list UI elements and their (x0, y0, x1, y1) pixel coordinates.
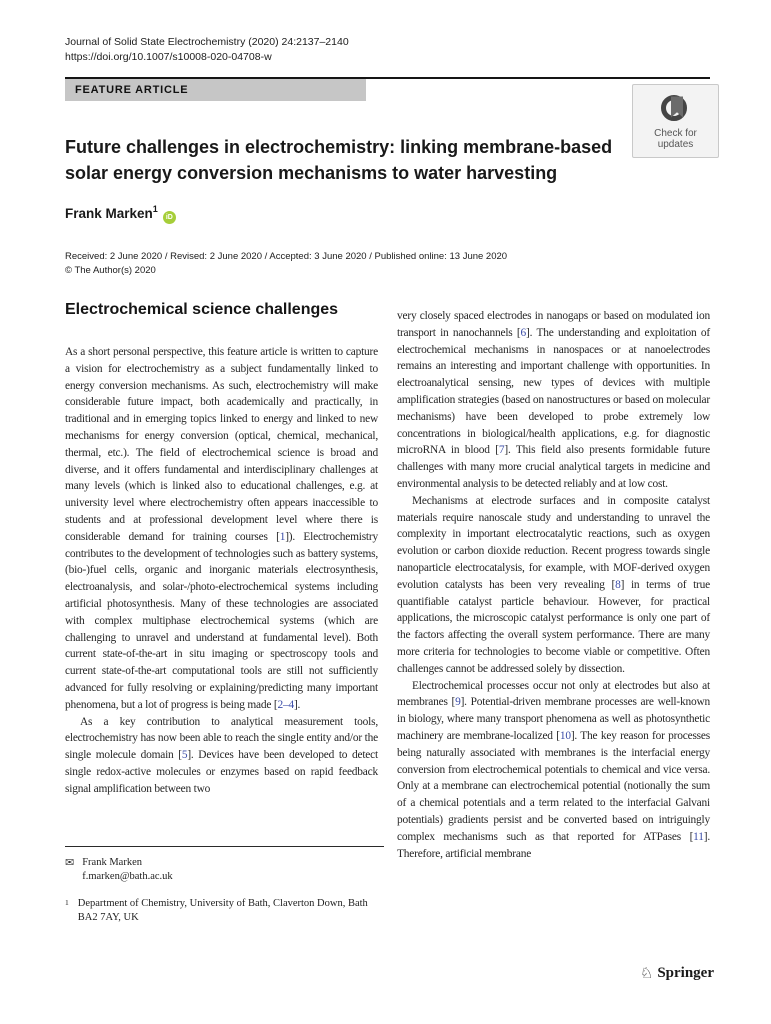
author-line (65, 204, 176, 224)
body-text-segment: ]. Devices have been developed to detect single redox-active molecules or enzymes based on rapid feedback signal amplification between two (65, 749, 378, 795)
check-for-updates-icon (658, 92, 694, 126)
article-type-bar (65, 79, 366, 101)
author-name: Frank Marken (65, 206, 153, 221)
citation-ref[interactable]: 8 (615, 578, 621, 591)
body-text-segment: Mechanisms at electrode surfaces and in composite catalyst materials require nanoscale study and understanding to unravel the complexity in important electrocatalytic reactions, such as oxygen evolution or carbon dioxide reduction. Recent progress towards single nanoparticle electrocatalysis, for example, with MOF-derived oxygen evolution catalysts has been very revealing [ (397, 494, 710, 591)
body-text-segment: ]). Electrochemistry contributes to the development of technologies such as battery systems, (bio-)fuel cells, organic and inorganic materials electrosynthesis, electroanalysis, and solar-/photo-electrochemical systems including artificial photosynthesis. Many of these technologies are associated with complex multiphase electrochemical systems (which are challenging to unravel and understand at fundamental level). Both current state-of-the-art in situ imaging or spectroscopy tools and current state-of-the-art computational tools are still not sufficiently advanced for fully resolving or explaining/predicting many important phenomena, but a lot of progress is being made [ (65, 530, 378, 711)
body-text-segment: ]. The understanding and exploitation of electrochemical mechanisms in nanospaces or at nanoelectrodes remains an interesting and important challenge with opportunities. In electroanalytical sensing, new types of devices with multiple amplification strategies (based on nanostructures or based on molecular mechanisms) have been developed to probe extremely low concentrations in biological/health applications, e.g. for diagnostic microRNA in blood [ (397, 326, 710, 457)
paragraph (397, 493, 710, 678)
article-title: Future challenges in electrochemistry: linking membrane-based solar energy conversion mechanisms to water harvesting (65, 137, 613, 183)
citation-ref[interactable]: 2–4 (277, 698, 294, 711)
correspondence (65, 856, 384, 884)
body-text-segment: ]. (293, 698, 301, 711)
citation-ref[interactable]: 11 (693, 830, 704, 843)
article-type-label: FEATURE ARTICLE (75, 84, 189, 96)
body-text-segment: As a short personal perspective, this feature article is written to capture a vision for electrochemistry as a subject fundamentally linked to energy conversion mechanisms. As such, electrochemistry will make considerable future impact, both academically and practically, in traditional and in emerging topics linked to energy and linked to new mechanisms for energy conversion (optical, chemical, mechanical, thermal, etc.). The field of electrochemical science is broad and diverse, and it offers fundamental and interdisciplinary challenges at many levels (which is linked also to educational challenges, e.g. at university level where electrochemistry often appears inaccessible to students and at professional development level where there is considerable demand for training courses [ (65, 346, 378, 543)
publisher-name: Springer (657, 964, 714, 981)
copyright-line: © The Author(s) 2020 (65, 265, 156, 276)
correspondence-email[interactable]: f.marken@bath.ac.uk (82, 871, 173, 882)
body-text-segment: ]. Potential-driven membrane processes are well-known in biology, where many transport phenomena as well as photosynthetic machinery are membrane-localized [ (397, 696, 710, 742)
publisher-logo (634, 964, 714, 982)
body-text-segment: Electrochemical processes occur not only at electrodes but also at membranes [ (397, 679, 710, 709)
article-history-line: Received: 2 June 2020 / Revised: 2 June 2020 / Accepted: 3 June 2020 / Published online: 13 June 2020 (65, 251, 508, 262)
section-heading: Electrochemical science challenges (65, 301, 339, 318)
affiliation-text: Department of Chemistry, University of Bath, Claverton Down, Bath BA2 7AY, UK (77, 898, 368, 923)
citation-ref[interactable]: 6 (520, 326, 527, 339)
envelope-icon: ✉ (65, 857, 75, 869)
journal-header (65, 35, 349, 64)
body-column-left (65, 344, 378, 798)
springer-horse-icon: ♘ (639, 964, 654, 982)
footnote-block (65, 846, 384, 925)
body-text-segment: ]. Therefore, artificial membrane (397, 830, 710, 860)
body-text-segment: ]. This field also presents formidable future challenges with many more crucial analytical targets in medicine and environmental analysis to be detected reliably and at low cost. (397, 444, 710, 490)
paragraph (397, 678, 710, 863)
journal-citation-line: Journal of Solid State Electrochemistry (2020) 24:2137–2140 (65, 36, 349, 48)
affiliation (65, 897, 384, 925)
paragraph (65, 344, 378, 714)
affiliation-number: 1 (65, 898, 69, 907)
doi-link[interactable]: https://doi.org/10.1007/s10008-020-04708-w (65, 50, 272, 63)
citation-ref[interactable]: 5 (181, 749, 188, 762)
body-column-right (397, 308, 710, 862)
body-text-segment: very closely spaced electrodes in nanogaps or based on modulated ion transport in nanochannels [ (397, 310, 710, 339)
paragraph (65, 714, 378, 798)
orcid-icon[interactable]: iD (163, 211, 176, 224)
citation-ref[interactable]: 7 (498, 444, 505, 457)
author-affiliation-ref: 1 (152, 204, 158, 214)
correspondence-name: Frank Marken (82, 857, 142, 868)
citation-ref[interactable]: 10 (559, 729, 571, 742)
body-text-segment: As a key contribution to analytical measurement tools, electrochemistry has now been able to reach the single entity and/or the single molecule domain [ (65, 715, 378, 762)
footnote-divider (65, 846, 384, 847)
body-text-segment: ]. The key reason for processes being naturally associated with membranes is the interfacial energy conversion from electrochemical potentials to chemical and vice versa. Only at a membrane can electrochemical potential (notionally the sum of a chemical potentials and a term related to the interfacial Galvani potentials) gradients persist and be converted based on intriguingly complex mechanisms such as that reported for ATPases [ (397, 729, 711, 843)
paragraph (397, 308, 710, 493)
citation-ref[interactable]: 1 (279, 530, 286, 543)
citation-ref[interactable]: 9 (455, 696, 461, 709)
check-for-updates-label: Check for updates (654, 127, 697, 150)
body-text-segment: ] in terms of true quantifiable catalyst particle behaviour. However, for practical applications, the microscopic catalyst performance is only one part of the factors affecting the overall system performance. There are many more criteria for technologies to become viable or competitive. Often challenges cannot be addressed solely by dissection. (397, 578, 711, 675)
